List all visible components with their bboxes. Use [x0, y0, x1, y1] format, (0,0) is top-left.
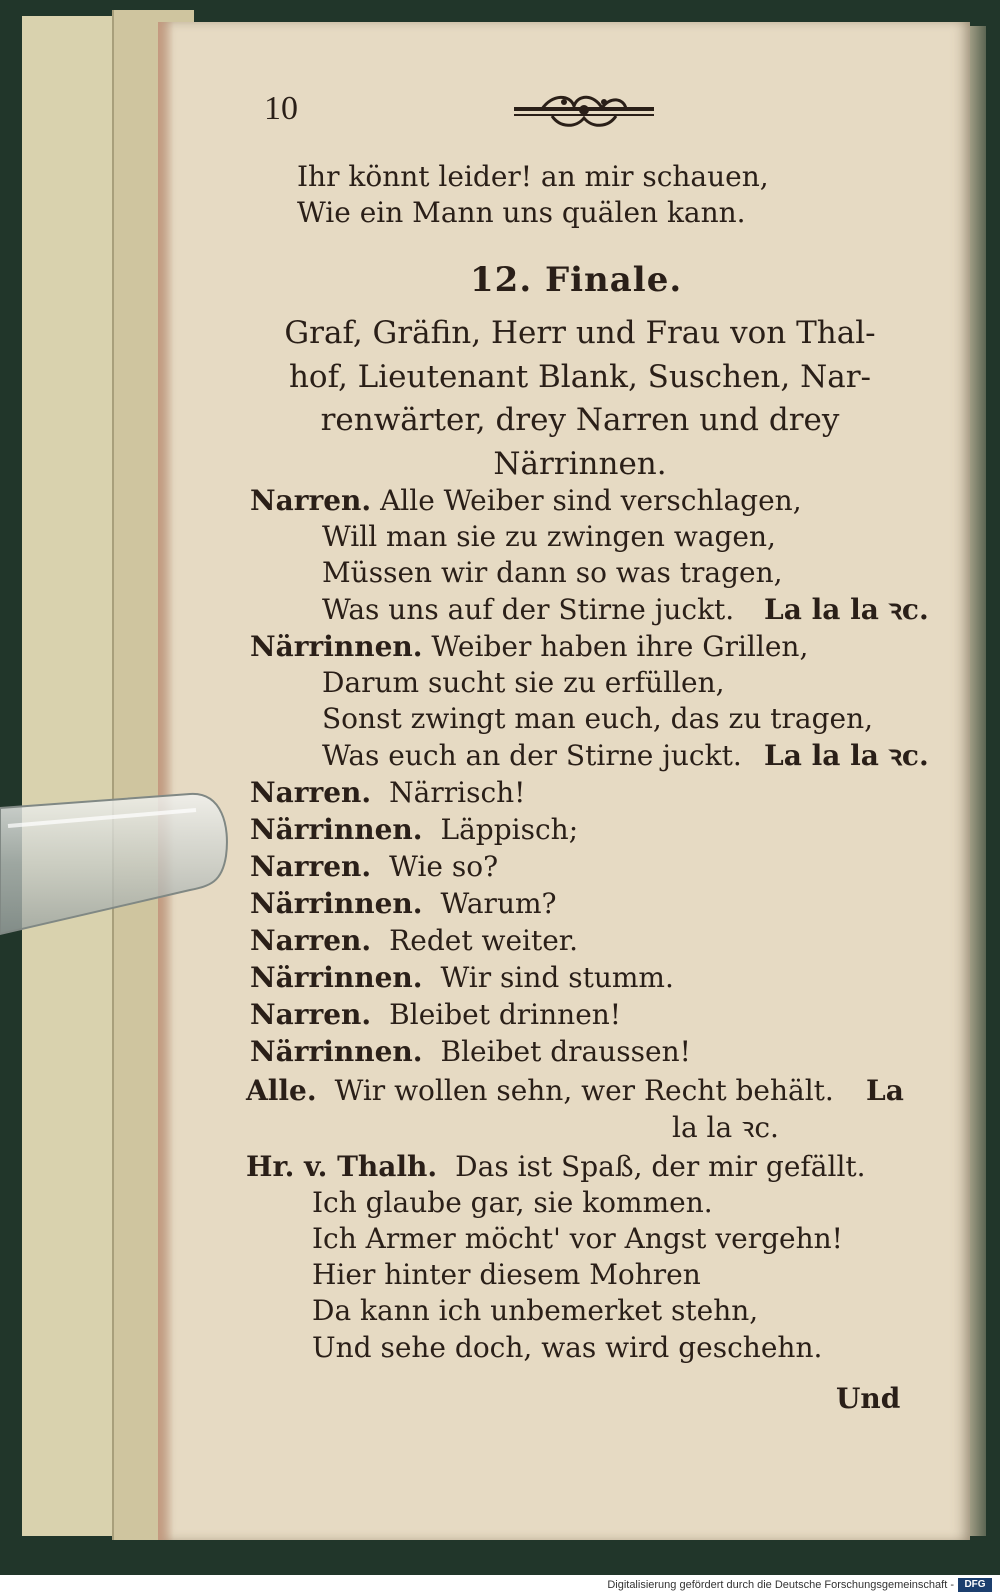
dialogue-line: Da kann ich unbemerket stehn, — [312, 1294, 759, 1327]
dialogue-line: Ich Armer möcht' vor Angst vergehn! — [312, 1222, 843, 1255]
dialogue-line — [246, 1074, 834, 1108]
dialogue-line: la la ꝛc. — [672, 1111, 779, 1144]
dfg-logo: DFG — [958, 1578, 992, 1592]
dialogue-text: Warum? — [440, 887, 557, 920]
dialogue-text: Alle Weiber sind verschlagen, — [380, 484, 802, 517]
section-heading: 12. Finale. — [470, 260, 683, 300]
speaker-name: Narren. — [250, 998, 372, 1031]
dialogue-text: Das ist Spaß, der mir gefällt. — [455, 1150, 866, 1183]
gutter-shadow — [158, 22, 174, 1540]
dialogue-text: Närrisch! — [389, 776, 526, 809]
speaker-name: Närrinnen. — [250, 887, 423, 920]
dialogue-text: Wie so? — [389, 850, 499, 883]
dialogue-text: Bleibet draussen! — [440, 1035, 691, 1068]
dialogue-line: Und sehe doch, was wird geschehn. — [312, 1331, 823, 1364]
speaker-name: Hr. v. Thalh. — [246, 1150, 438, 1183]
dialogue-line — [250, 813, 578, 847]
cast-list-line: hof, Lieutenant Blank, Suschen, Nar- — [288, 359, 872, 395]
dialogue-line — [250, 776, 525, 810]
speaker-name: Narren. — [250, 850, 372, 883]
cast-list-line: Närrinnen. — [493, 446, 667, 482]
ornament-icon — [512, 92, 656, 130]
verse-line: Ihr könnt leider! an mir schauen, — [297, 160, 769, 193]
speaker-name: Narren. — [250, 776, 372, 809]
dialogue-line: Will man sie zu zwingen wagen, — [322, 520, 776, 553]
page-number: 10 — [264, 90, 298, 127]
catchword: Und — [836, 1382, 901, 1415]
dialogue-line — [250, 630, 808, 664]
dialogue-line: Darum sucht sie zu erfüllen, — [322, 666, 725, 699]
dialogue-text: Redet weiter. — [389, 924, 578, 957]
refrain-text: La la la ꝛc. — [764, 739, 929, 772]
speaker-name: Närrinnen. — [250, 630, 423, 663]
dialogue-line — [250, 998, 621, 1032]
dialogue-line — [250, 850, 498, 884]
dialogue-line: Müssen wir dann so was tragen, — [322, 556, 783, 589]
speaker-name: Närrinnen. — [250, 1035, 423, 1068]
dialogue-text: Läppisch; — [440, 813, 579, 846]
dialogue-line: Sonst zwingt man euch, das zu tragen, — [322, 702, 874, 735]
page-holder-clip — [0, 786, 232, 936]
dialogue-text: Bleibet drinnen! — [389, 998, 622, 1031]
dialogue-text: Weiber haben ihre Grillen, — [431, 630, 809, 663]
refrain-text: La la la ꝛc. — [764, 593, 929, 626]
dialogue-text: Wir wollen sehn, wer Recht behält. — [334, 1074, 834, 1107]
dialogue-line: Was euch an der Stirne juckt. — [322, 739, 742, 772]
dialogue-line — [246, 1150, 866, 1184]
cast-list-line: Graf, Gräfin, Herr und Frau von Thal- — [284, 315, 876, 351]
speaker-name: Narren. — [250, 924, 372, 957]
cast-list-line: renwärter, drey Narren und drey — [320, 402, 840, 438]
speaker-name: Närrinnen. — [250, 813, 423, 846]
speaker-name: Narren. — [250, 484, 372, 517]
verse-line: Wie ein Mann uns quälen kann. — [297, 196, 746, 229]
dialogue-line — [250, 484, 802, 518]
dialogue-text: Wir sind stumm. — [440, 961, 674, 994]
dialogue-line: Hier hinter diesem Mohren — [312, 1258, 701, 1291]
funding-credit: Digitalisierung gefördert durch die Deutsche Forschungsgemeinschaft - — [607, 1579, 954, 1591]
dialogue-line — [250, 1035, 691, 1069]
speaker-name: Närrinnen. — [250, 961, 423, 994]
speaker-name: Alle. — [246, 1074, 317, 1107]
dialogue-line: Was uns auf der Stirne juckt. — [322, 593, 735, 626]
refrain-text: La — [866, 1074, 904, 1107]
dialogue-line: Ich glaube gar, sie kommen. — [312, 1186, 713, 1219]
dialogue-line — [250, 924, 578, 958]
dialogue-line — [250, 887, 557, 921]
dialogue-line — [250, 961, 674, 995]
